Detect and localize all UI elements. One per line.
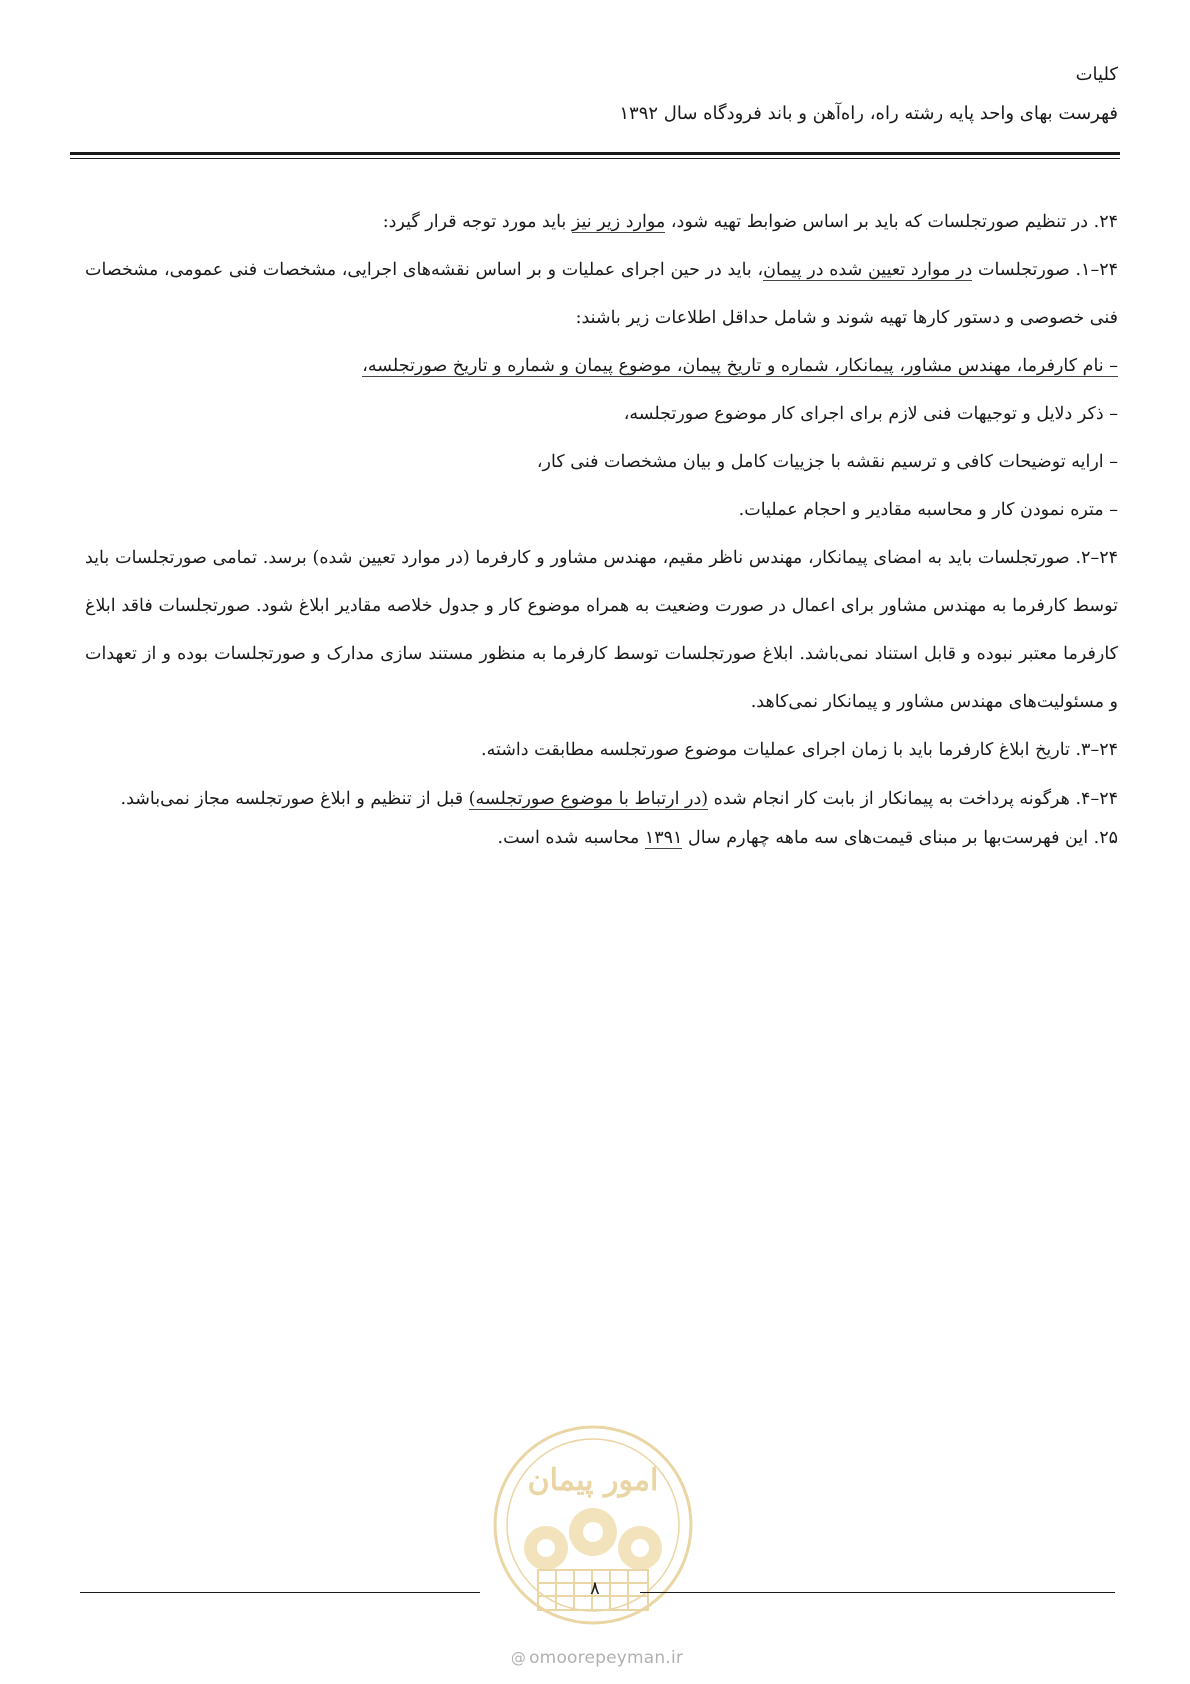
clause-25-year: ۱۳۹۱ <box>644 828 683 848</box>
header-rule-thick <box>70 152 1120 155</box>
bullet-item: – متره نمودن کار و محاسبه مقادیر و احجام عملیات. <box>738 500 1118 520</box>
bullet-item <box>85 342 1118 390</box>
bullet-item-text: – نام کارفرما، مهندس مشاور، پیمانکار، شماره و تاریخ پیمان، موضوع پیمان و شماره و تاریخ صورتجلسه، <box>362 356 1118 376</box>
clause-24-1-text-a: ۲۴–۱. صورتجلسات <box>972 260 1119 280</box>
clause-24-4-text-c: قبل از تنظیم و ابلاغ صورتجلسه مجاز نمی‌باشد. <box>120 789 469 809</box>
clause-24-1-text-c: ، باید در حین اجرای عملیات و بر اساس نقشه‌های اجرایی، مشخصات فنی عمومی، مشخصات فنی خصوصی و دستور کارها تهیه شوند و شامل حداقل اطلاعات زیر باشند: <box>85 260 1118 328</box>
page-number: ۸ <box>590 1578 600 1599</box>
clause-24-4 <box>85 782 1118 816</box>
header-document-title: فهرست بهای واحد پایه رشته راه، راه‌آهن و باند فرودگاه سال ۱۳۹۲ <box>619 103 1118 124</box>
header-rule-thin <box>70 158 1120 159</box>
clause-24-1 <box>85 246 1118 342</box>
watermark-text: omoorepeyman.ir <box>529 1648 684 1668</box>
clause-24-1-underlined: در موارد تعیین شده در پیمان <box>763 260 973 280</box>
clause-24-4-underlined: (در ارتباط با موضوع صورتجلسه) <box>468 789 709 809</box>
document-body <box>85 198 1118 862</box>
clause-25 <box>85 814 1118 862</box>
clause-24-underlined: موارد زیر نیز <box>571 212 666 232</box>
footer-rule-left <box>80 1592 480 1593</box>
clause-24-text-c: باید مورد توجه قرار گیرد: <box>382 212 572 232</box>
footer-rule-right <box>640 1592 1115 1593</box>
site-watermark <box>492 1648 702 1668</box>
clause-24-2: ۲۴–۲. صورتجلسات باید به امضای پیمانکار، مهندس ناظر مقیم، مهندس مشاور و کارفرما (در موارد تعیین شده) برسد. تمامی صورتجلسات باید توسط کارفرما به مهندس مشاور برای اعمال در صورت وضعیت به همراه موضوع کار و جدول خلاصه مقادیر ابلاغ شود. صورتجلسات فاقد ابلاغ کارفرما معتبر نبوده و قابل استناد نمی‌باشد. ابلاغ صورتجلسات توسط کارفرما به منظور مستند سازی مدارک و صورتجلسات بوده و از تعهدات و مسئولیت‌های مهندس مشاور و پیمانکار نمی‌کاهد. <box>85 548 1118 712</box>
clause-25-text-c: محاسبه شده است. <box>497 828 645 848</box>
header-section-title: کلیات <box>1075 64 1118 85</box>
clause-24-4-text-a: ۲۴–۴. هرگونه پرداخت به پیمانکار از بابت کار انجام شده <box>708 789 1118 809</box>
at-symbol-icon: @ <box>510 1649 527 1667</box>
clause-25-text-a: ۲۵. این فهرست‌بها بر مبنای قیمت‌های سه ماهه چهارم سال <box>682 828 1118 848</box>
seal-text: امور پیمان <box>527 1463 659 1498</box>
clause-24-text-a: ۲۴. در تنظیم صورتجلسات که باید بر اساس ضوابط تهیه شود، <box>665 212 1118 232</box>
bullet-item: – ذکر دلایل و توجیهات فنی لازم برای اجرای کار موضوع صورتجلسه، <box>623 404 1118 424</box>
clause-24-3: ۲۴–۳. تاریخ ابلاغ کارفرما باید با زمان اجرای عملیات موضوع صورتجلسه مطابقت داشته. <box>481 740 1118 760</box>
clause-24 <box>85 198 1118 246</box>
bullet-item: – ارایه توضیحات کافی و ترسیم نقشه با جزییات کامل و بیان مشخصات فنی کار، <box>536 452 1118 472</box>
